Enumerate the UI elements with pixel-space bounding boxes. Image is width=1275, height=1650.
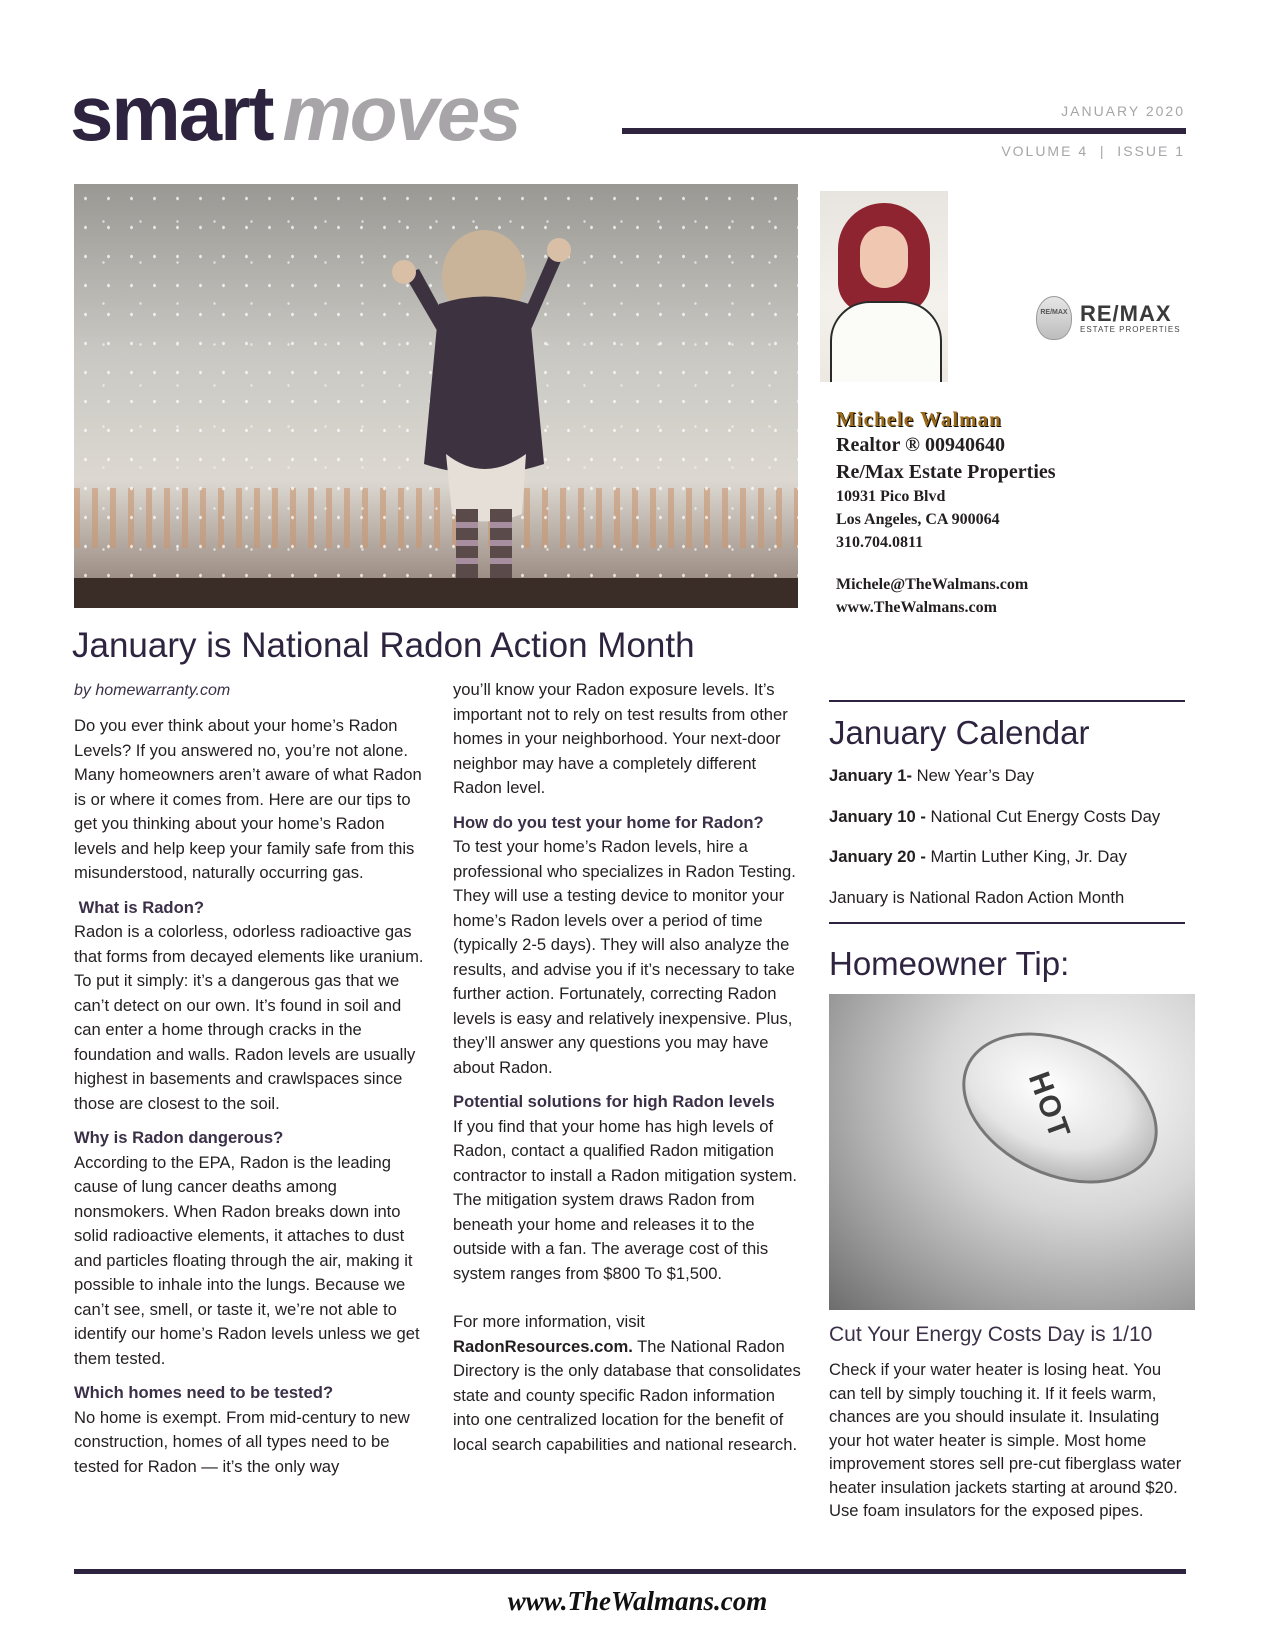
agent-address-line1: 10931 Pico Blvd <box>836 488 946 505</box>
newsletter-logo <box>70 69 520 157</box>
para-solutions: If you find that your home has high levels of Radon, contact a qualified Radon mitigation contractor to install a Radon mitigation system. The mitigation system draws Radon from beneath your home and releases it to the outside with a fan. The average cost of this system ranges from $800 To $1,500. <box>453 1116 798 1283</box>
article-title: January is National Radon Action Month <box>72 626 695 665</box>
agent-email-link[interactable]: Michele@TheWalmans.com <box>836 576 1029 593</box>
tip-title: Homeowner Tip: <box>829 945 1070 982</box>
hero-child-figure <box>74 184 798 608</box>
calendar-item: January 20 - Martin Luther King, Jr. Day <box>829 847 1127 866</box>
tip-body: Check if your water heater is losing heat. You can tell by simply touching it. If it feels warm, chances are you should insulate it. Insulating your hot water heater is simple. Most home improvement stores sell pre-cut fiberglass water heater insulation jackets starting at around $20. Use foam insulators for the exposed pipes. <box>829 1360 1182 1520</box>
heading-which-homes: Which homes need to be tested? <box>74 1383 334 1402</box>
heading-how-to-test: How do you test your home for Radon? <box>453 812 764 832</box>
article-byline: by homewarranty.com <box>74 682 231 699</box>
radon-resources-link[interactable]: RadonResources.com. <box>453 1336 633 1356</box>
agent-website-link[interactable]: www.TheWalmans.com <box>836 599 997 616</box>
calendar-item: January is National Radon Action Month <box>829 888 1125 907</box>
logo-smart: smart <box>70 69 273 157</box>
tip-headline: Cut Your Energy Costs Day is 1/10 <box>829 1323 1153 1346</box>
hero-window-sill <box>74 578 798 608</box>
issue-volume: VOLUME 4 | ISSUE 1 <box>1001 143 1185 159</box>
heading-solutions: Potential solutions for high Radon levels <box>453 1092 775 1111</box>
agent-phone: 310.704.0811 <box>836 534 924 551</box>
calendar-top-rule <box>829 700 1185 702</box>
agent-company: Re/Max Estate Properties <box>836 461 1056 483</box>
tip-photo-hot-faucet <box>829 994 1195 1310</box>
para-what-is-radon: Radon is a colorless, odorless radioactive gas that forms from decayed elements like uranium. To put it simply: it’s a dangerous gas that we can’t detect on our own. It’s found in soil and can enter a home through cracks in the foundation and walls. Radon levels are usually highest in basements and crawlspaces since those are closest to the soil. <box>74 922 424 1113</box>
hero-photo-child-at-window <box>74 184 798 608</box>
article-intro: Do you ever think about your home’s Radon Levels? If you answered no, you’re not alone. Many homeowners aren’t aware of what Radon is or where it comes from. Here are our tips to get you thinking about your home’s Radon levels and help keep your family safe from this misunderstood, naturally occurring gas. <box>74 716 422 882</box>
masthead-rule <box>622 128 1186 134</box>
heading-why-dangerous: Why is Radon dangerous? <box>74 1128 284 1147</box>
calendar-bottom-rule <box>829 922 1185 924</box>
issue-date: JANUARY 2020 <box>1061 103 1185 119</box>
para-which-homes-cont: you’ll know your Radon exposure levels. It’s important not to rely on test results from other homes in your neighborhood. Your next-door neighbor may have a completely different Radon level. <box>453 680 788 797</box>
logo-moves: moves <box>282 69 520 157</box>
tip-photo-hot-label: HOT <box>1021 1067 1077 1145</box>
agent-license: Realtor ® 00940640 <box>836 434 1005 456</box>
article-column-2 <box>453 678 805 1467</box>
remax-logo <box>1036 296 1181 340</box>
remax-logo-sub: ESTATE PROPERTIES <box>1080 324 1181 334</box>
calendar-item: January 1- New Year’s Day <box>829 766 1035 785</box>
para-how-to-test: To test your home’s Radon levels, hire a professional who specializes in Radon Testing. They will use a testing device to monitor your home’s Radon levels over a period of time (typically 2-5 days). They will also analyze the results, and advise you if it’s necessary to take further action. Fortunately, correcting Radon levels is easy and relatively inexpensive. Plus, they’ll answer any questions you may have about Radon. <box>453 837 796 1077</box>
article-column-1 <box>74 714 426 1489</box>
calendar-item: January 10 - National Cut Energy Costs Day <box>829 807 1161 826</box>
footer-rule <box>74 1569 1186 1574</box>
footer-website-link[interactable]: www.TheWalmans.com <box>507 1586 768 1616</box>
remax-logo-word: RE/MAX <box>1080 300 1172 326</box>
agent-address-line2: Los Angeles, CA 900064 <box>836 511 1000 528</box>
remax-balloon-icon: RE/MAX <box>1036 296 1072 340</box>
heading-what-is-radon: What is Radon? <box>74 897 204 917</box>
agent-photo <box>820 191 948 382</box>
para-why-dangerous: According to the EPA, Radon is the leading cause of lung cancer deaths among nonsmokers. When Radon breaks down into solid radioactive elements, it attaches to dust and particles floating through the air, making it possible to inhale into the lungs. Because we can’t see, smell, or taste it, we’re not able to identify our home’s Radon levels unless we get them tested. <box>74 1152 420 1368</box>
para-more-info: For more information, visit RadonResources.com. The National Radon Directory is the only database that consolidates state and county specific Radon information into one centralized location for the benefit of local search capabilities and national research. <box>453 1312 801 1454</box>
para-which-homes: No home is exempt. From mid-century to new construction, homes of all types need to be tested for Radon — it’s the only way <box>74 1407 410 1476</box>
agent-name: Michele Walman <box>836 407 1002 431</box>
calendar-title: January Calendar <box>829 714 1090 751</box>
